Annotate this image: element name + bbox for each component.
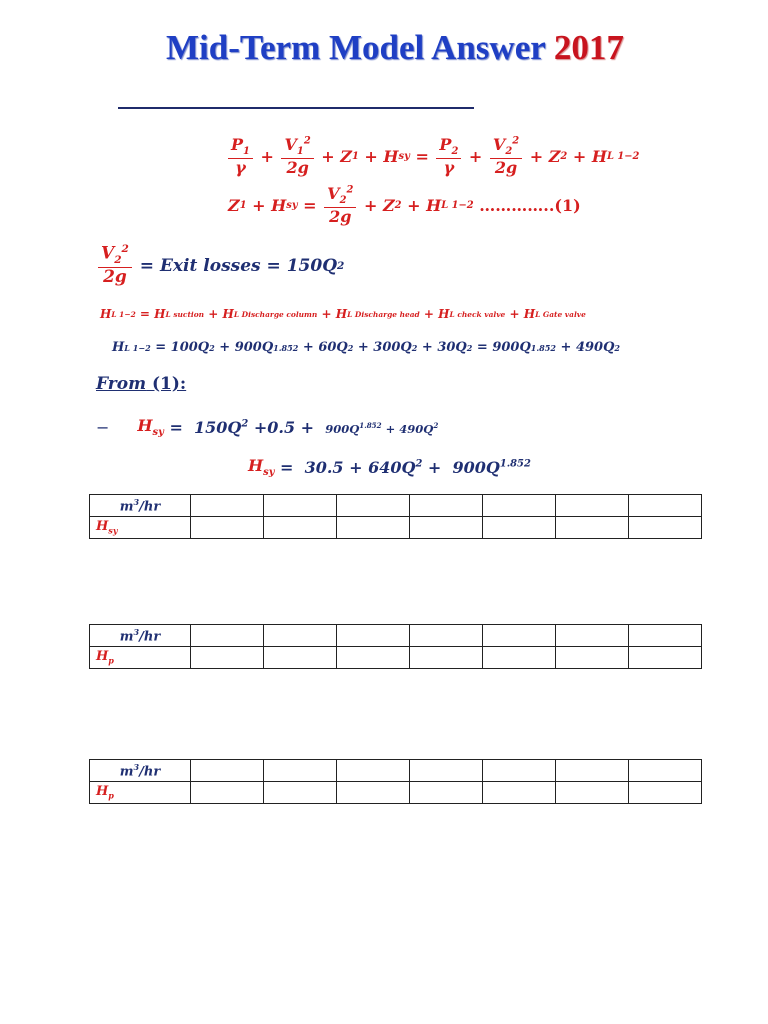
title-underline xyxy=(118,107,474,109)
table-row-label: $H_p$ xyxy=(90,782,191,804)
from-label: From (1): xyxy=(96,374,187,394)
equation-energy-balance: Z 1 + H sy = $\frac{V_2^2}{2g}$ + Z 2 + H L 1−2 …………..(1) xyxy=(228,184,581,227)
table-header-cell: $m^3/hr$ xyxy=(90,625,191,647)
equation-losses-values: H L 1−2 = 100Q 2 + 900Q 1.852 + 60Q 2 + 300Q 2 + 30Q 2 = 900Q 1.852 + 490Q 2 xyxy=(112,340,621,355)
title-year: 2017 xyxy=(553,28,624,67)
equation-exit-losses: $\frac{V_2^2}{2g}$ = Exit losses = 150Q 2 xyxy=(96,244,344,287)
table-header-cell: $m^3/hr$ xyxy=(90,495,191,517)
title-text: Mid-Term Model Answer xyxy=(166,28,546,67)
table-row xyxy=(90,517,702,539)
table-row xyxy=(90,625,702,647)
equation-losses-definition: H L 1−2 = H L suction + H L Discharge column + H L Discharge head + H L check valve + H L Gate valve xyxy=(100,307,586,321)
table-hp-2 xyxy=(89,759,702,804)
table-hp-1 xyxy=(89,624,702,669)
table-row-label: $H_{sy}$ xyxy=(90,517,191,539)
table-row xyxy=(90,760,702,782)
table-hsy xyxy=(89,494,702,539)
table-row xyxy=(90,782,702,804)
table-row xyxy=(90,647,702,669)
page-title xyxy=(166,28,624,68)
equation-hsy-final: $H_{sy}$ = $30.5 + 640Q^2 + 900Q^{1.852}$ xyxy=(248,456,531,479)
table-header-cell: $m^3/hr$ xyxy=(90,760,191,782)
table-row xyxy=(90,495,702,517)
equation-hsy-expanded: − $H_{sy}$ = $150Q^2 +0.5 + 900Q^{1.852} + 490Q^2$ xyxy=(96,416,439,439)
table-row-label: $H_p$ xyxy=(90,647,191,669)
equation-bernoulli: $\frac{P_1}{\gamma}$ + $\frac{V_1^2}{2g}$ + Z 1 + H sy = $\frac{P_2}{\gamma}$ + $\frac{V_2^2}{2g}$ + Z 2 + H L 1−2 xyxy=(226,136,639,177)
